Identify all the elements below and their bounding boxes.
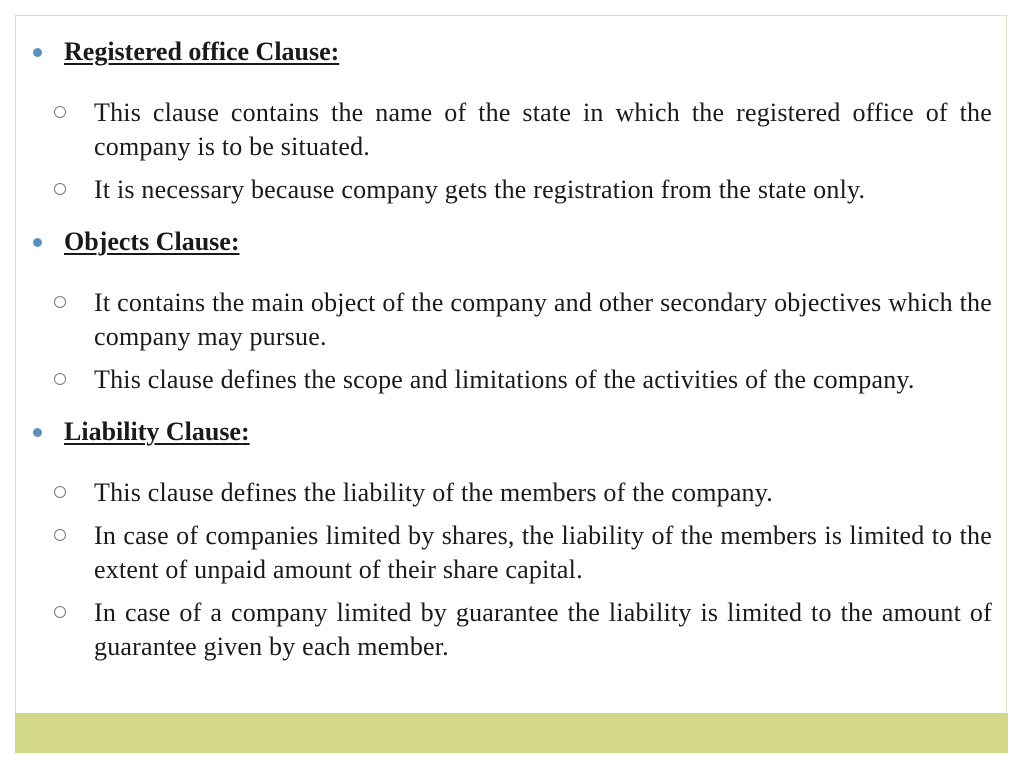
bullet-icon <box>33 238 42 247</box>
section-heading: Registered office Clause: <box>64 37 340 66</box>
list-item <box>30 173 992 207</box>
sub-list <box>30 96 992 207</box>
section-header <box>30 406 992 458</box>
hollow-circle-icon <box>54 606 66 618</box>
hollow-circle-icon <box>54 373 66 385</box>
section-heading: Liability Clause: <box>64 417 250 446</box>
slide-content <box>30 26 992 673</box>
section-heading: Objects Clause: <box>64 227 240 256</box>
section-header <box>30 216 992 268</box>
sub-list <box>30 286 992 397</box>
accent-bar <box>15 713 1008 753</box>
section-registered-office <box>30 26 992 207</box>
list-item <box>30 519 992 587</box>
bullet-icon <box>33 48 42 57</box>
list-item-text: This clause contains the name of the state in which the registered office of the company is to be situated. <box>94 98 992 161</box>
sub-list <box>30 476 992 664</box>
list-item-text: This clause defines the liability of the members of the company. <box>94 478 773 507</box>
section-objects <box>30 216 992 397</box>
list-item <box>30 96 992 164</box>
hollow-circle-icon <box>54 296 66 308</box>
list-item <box>30 476 992 510</box>
list-item-text: In case of a company limited by guarantee the liability is limited to the amount of guarantee given by each member. <box>94 598 992 661</box>
list-item-text: In case of companies limited by shares, the liability of the members is limited to the extent of unpaid amount of their share capital. <box>94 521 992 584</box>
hollow-circle-icon <box>54 106 66 118</box>
list-item <box>30 363 992 397</box>
list-item-text: It contains the main object of the company and other secondary objectives which the company may pursue. <box>94 288 992 351</box>
list-item-text: It is necessary because company gets the registration from the state only. <box>94 175 866 204</box>
bullet-icon <box>33 428 42 437</box>
hollow-circle-icon <box>54 529 66 541</box>
section-header <box>30 26 992 78</box>
hollow-circle-icon <box>54 486 66 498</box>
hollow-circle-icon <box>54 183 66 195</box>
list-item-text: This clause defines the scope and limitations of the activities of the company. <box>94 365 915 394</box>
section-liability <box>30 406 992 664</box>
list-item <box>30 596 992 664</box>
list-item <box>30 286 992 354</box>
